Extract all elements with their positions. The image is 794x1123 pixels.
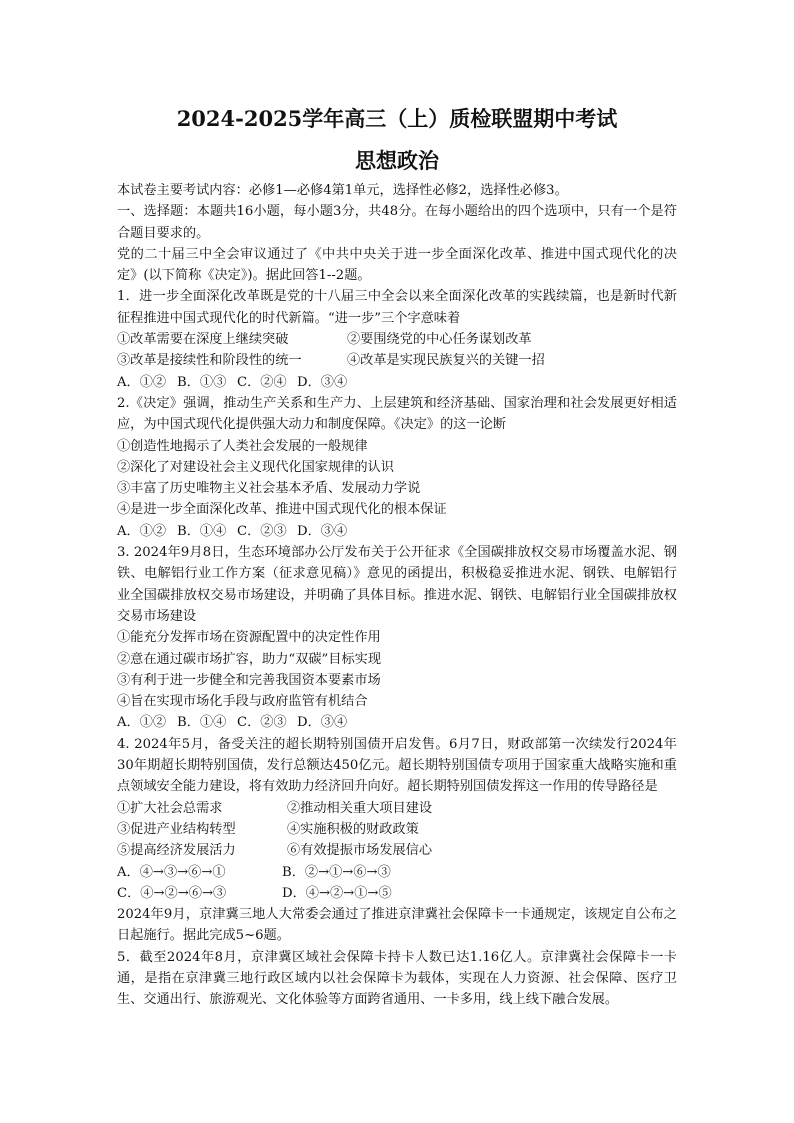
answer-choice: B．①③ <box>177 374 227 390</box>
answer-choice: C．②④ <box>237 374 287 390</box>
option: ②推动相关重大项目建设 <box>287 800 433 816</box>
answer-choice: D．④→②→①→⑤ <box>282 885 392 901</box>
option: ④实施积极的财政政策 <box>287 821 419 837</box>
question-3-stem: 3. 2024年9月8日，生态环境部办公厅发布关于公开征求《全国碳排放权交易市场覆盖水泥、钢铁、电解铝行业工作方案（征求意见稿）》意见的函提出，积极稳妥推进水泥、钢铁、电解铝行业全国碳排放权交易市场建设，并明确了具体目标。推进水泥、钢铁、电解铝行业全国碳排放权交易市场建设 <box>117 545 677 624</box>
question-1-stem: 1．进一步全面深化改革既是党的十八届三中全会以来全面深化改革的实践续篇，也是新时代新征程推进中国式现代化的时代新篇。“进一步”三个字意味着 <box>117 289 677 326</box>
question-2-stem: 2.《决定》强调，推动生产关系和生产力、上层建筑和经济基础、国家治理和社会发展更好相适应，为中国式现代化提供强大动力和制度保障。《决定》的这一论断 <box>117 395 677 433</box>
scope-note: 本试卷主要考试内容：必修1—必修4第1单元，选择性必修2，选择性必修3。 <box>117 183 568 198</box>
option: ②要围绕党的中心任务谋划改革 <box>347 332 532 348</box>
answer-choice: A．①② <box>117 715 167 731</box>
exam-content <box>117 180 677 1011</box>
question-4-options-row <box>117 798 677 819</box>
answer-choice: C．②③ <box>237 523 287 539</box>
option: ②深化了对建设社会主义现代化国家规律的认识 <box>117 459 394 475</box>
context-intro: 2024年9月，京津冀三地人大常委会通过了推进京津冀社会保障卡一卡通规定，该规定自公布之日起施行。据此完成5~6题。 <box>117 907 677 944</box>
answer-choice: C．②③ <box>237 715 287 731</box>
option: ④旨在实现市场化手段与政府监管有机结合 <box>117 694 368 710</box>
question-2-answers <box>117 521 677 542</box>
option: ①创造性地揭示了人类社会发展的一般规律 <box>117 438 368 454</box>
question-1-options-row <box>117 329 677 350</box>
question-3-answers <box>117 712 677 733</box>
answer-choice: A．①② <box>117 523 167 539</box>
answer-choice: C．④→②→⑥→③ <box>117 885 227 901</box>
answer-choice: B．②→①→⑥→③ <box>282 864 391 880</box>
question-4-answers <box>117 883 677 904</box>
option: ①能充分发挥市场在资源配置中的决定性作用 <box>117 630 381 646</box>
section-heading: 一、选择题：本题共16小题，每小题3分，共48分。在每小题给出的四个选项中，只有一个是符合题目要求的。 <box>117 204 677 241</box>
answer-choice: D．③④ <box>297 374 348 390</box>
question-5-stem: 5．截至2024年8月，京津冀区域社会保障卡持卡人数已达1.16亿人。京津冀社会保障卡一卡通，是指在京津冀三地行政区域内以社会保障卡为载体，实现在人力资源、社会保障、医疗卫生、交通出行、旅游观光、文化体验等方面跨省通用、一卡多用，线上线下融合发展。 <box>117 949 677 1008</box>
question-1-options-row <box>117 350 677 371</box>
option: ②意在通过碳市场扩容，助力“双碳”目标实现 <box>117 651 382 667</box>
answer-choice: A．①② <box>117 374 167 390</box>
question-1-answers <box>117 372 677 393</box>
question-4-options-row <box>117 819 677 840</box>
option: ⑤提高经济发展活力 <box>117 843 236 859</box>
exam-title: 2024-2025学年高三（上）质检联盟期中考试 <box>176 106 618 131</box>
answer-choice: A．④→③→⑥→① <box>117 864 226 880</box>
question-4-stem: 4. 2024年5月，备受关注的超长期特别国债开启发售。6月7日，财政部第一次续发行2024年30年期超长期特别国债，发行总额达450亿元。超长期特别国债专项用于国家重大战略实施和重点领域安全能力建设，将有效助力经济回升向好。超长期特别国债发挥这一作用的传导路径是 <box>117 736 677 795</box>
option: ③有利于进一步健全和完善我国资本要素市场 <box>117 672 381 688</box>
option: ⑥有效提振市场发展信心 <box>287 843 433 859</box>
question-4-options-row <box>117 840 677 861</box>
answer-choice: B．①④ <box>177 523 227 539</box>
option: ③丰富了历史唯物主义社会基本矛盾、发展动力学说 <box>117 481 421 497</box>
option: ④改革是实现民族复兴的关键一招 <box>347 353 545 369</box>
question-4-answers <box>117 862 677 883</box>
answer-choice: B．①④ <box>177 715 227 731</box>
option: ④是进一步全面深化改革、推进中国式现代化的根本保证 <box>117 502 447 518</box>
option: ①扩大社会总需求 <box>117 800 223 816</box>
context-intro: 党的二十届三中全会审议通过了《中共中央关于进一步全面深化改革、推进中国式现代化的决定》(以下简称《决定》)。据此回答1--2题。 <box>117 246 677 284</box>
answer-choice: D．③④ <box>297 523 348 539</box>
option: ①改革需要在深度上继续突破 <box>117 332 289 348</box>
option: ③促进产业结构转型 <box>117 821 236 837</box>
subject-title: 思想政治 <box>355 148 439 173</box>
option: ③改革是接续性和阶段性的统一 <box>117 353 302 369</box>
answer-choice: D．③④ <box>297 715 348 731</box>
